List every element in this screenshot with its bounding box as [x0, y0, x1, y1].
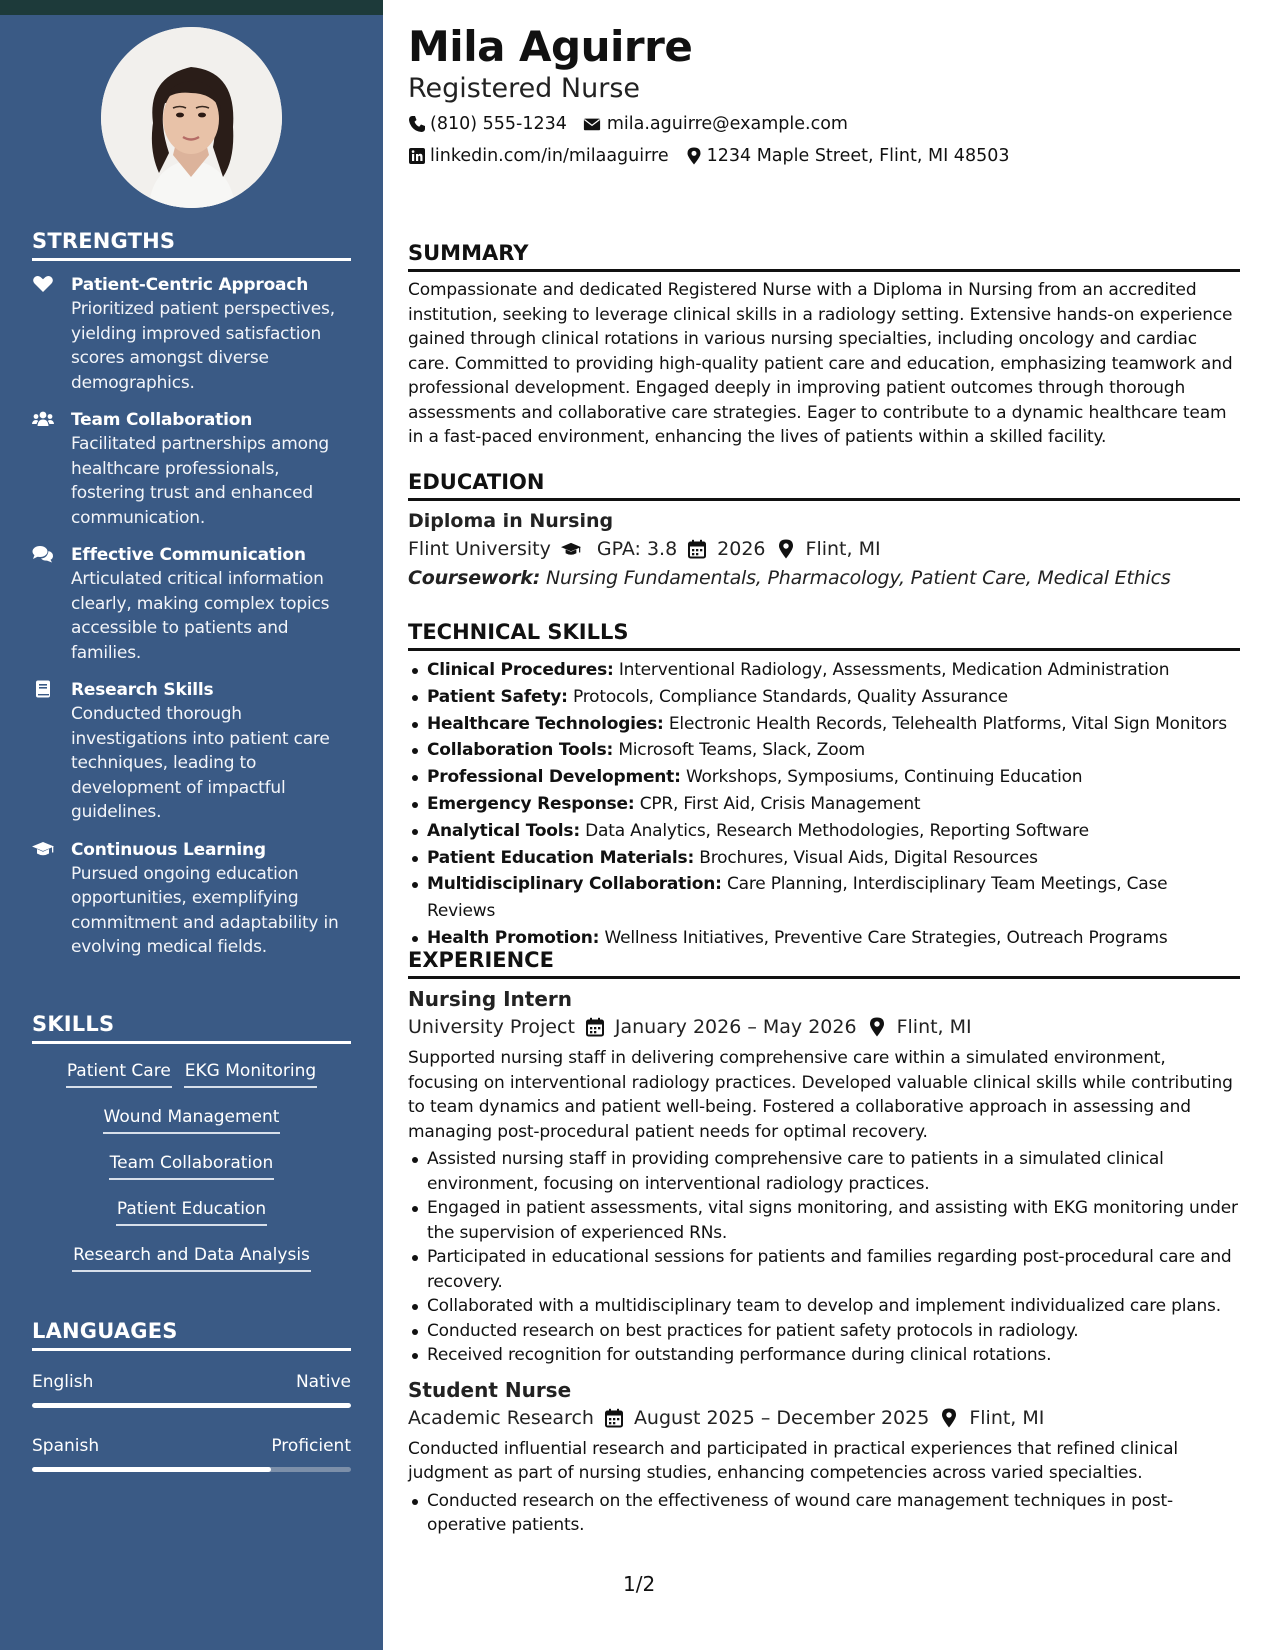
technical-skill-item: Healthcare Technologies: Electronic Health Records, Telehealth Platforms, Vital Sign Monitors [408, 711, 1240, 738]
coursework-line [408, 567, 1240, 589]
contact-row [408, 146, 1009, 166]
contact-linkedin[interactable] [408, 146, 669, 166]
language-item [32, 1370, 351, 1408]
technical-skills-list [408, 657, 1240, 952]
graduation-cap-icon [32, 840, 54, 858]
job-bullet: Assisted nursing staff in providing comprehensive care to patients in a simulated clinical environment, focusing on interventional radiology practices. [408, 1147, 1240, 1196]
job-bullets [408, 1147, 1240, 1368]
job-bullet: Conducted research on the effectiveness of wound care management techniques in post-operative patients. [408, 1489, 1240, 1538]
job-bullet: Participated in educational sessions for patients and families regarding post-procedural care and recovery. [408, 1245, 1240, 1294]
contact-phone [408, 114, 567, 134]
job-meta [408, 1016, 1240, 1038]
technical-skills-heading: TECHNICAL SKILLS [408, 620, 1240, 651]
job-location: Flint, MI [969, 1406, 1045, 1429]
job-entry [408, 987, 1240, 1368]
email-text[interactable]: mila.aguirre@example.com [606, 114, 848, 134]
technical-skill-item: Multidisciplinary Collaboration: Care Planning, Interdisciplinary Team Meetings, Case Reviews [408, 871, 1240, 925]
profile-photo [101, 27, 282, 208]
linkedin-text[interactable]: linkedin.com/in/milaaguirre [430, 146, 669, 166]
skill-tag: Team Collaboration [109, 1152, 275, 1180]
language-proficiency-fill [32, 1467, 271, 1472]
skills-heading: SKILLS [32, 1012, 351, 1044]
languages-heading: LANGUAGES [32, 1319, 351, 1351]
strength-item [32, 273, 351, 395]
phone-icon [408, 115, 426, 133]
skill-tag: Wound Management [103, 1106, 281, 1134]
language-name: Spanish [32, 1436, 100, 1456]
school-name: Flint University [408, 538, 551, 560]
address-text: 1234 Maple Street, Flint, MI 48503 [706, 146, 1010, 166]
coursework-list: Nursing Fundamentals, Pharmacology, Patient Care, Medical Ethics [545, 567, 1171, 589]
gpa-text: GPA: 3.8 [596, 538, 678, 560]
technical-skill-item: Clinical Procedures: Interventional Radiology, Assessments, Medication Administration [408, 657, 1240, 684]
sidebar-top-band [0, 0, 383, 15]
language-name: English [32, 1372, 94, 1392]
strength-item [32, 408, 351, 530]
strength-description: Pursued ongoing education opportunities, exemplifying commitment and adaptability in evolving medical fields. [71, 863, 339, 957]
comments-icon [32, 545, 54, 563]
degree-name: Diploma in Nursing [408, 510, 614, 532]
job-summary: Supported nursing staff in delivering comprehensive care within a simulated environment, focusing on interventional radiology practices. Developed valuable clinical skills while contributing to team dynamics and patient well-being. Fostered a collaborative approach in assessing and managing post-procedural patient needs for optimal recovery. [408, 1048, 1233, 1142]
technical-skill-item: Analytical Tools: Data Analytics, Research Methodologies, Reporting Software [408, 818, 1240, 845]
skill-tag: EKG Monitoring [184, 1060, 317, 1088]
job-bullet: Collaborated with a multidisciplinary team to develop and implement individualized care plans. [408, 1294, 1240, 1319]
heart-icon [32, 275, 54, 293]
book-icon [32, 680, 54, 698]
job-location: Flint, MI [896, 1016, 972, 1038]
job-dates: January 2026 – May 2026 [614, 1016, 857, 1038]
education-location: Flint, MI [805, 538, 881, 560]
summary-section [408, 241, 1240, 450]
language-proficiency-bar [32, 1403, 351, 1408]
technical-skill-item: Professional Development: Workshops, Symposiums, Continuing Education [408, 764, 1240, 791]
strength-description: Conducted thorough investigations into patient care techniques, leading to development of impactful guidelines. [71, 704, 330, 822]
contact-row [408, 114, 848, 134]
calendar-icon [687, 539, 707, 559]
calendar-icon [585, 1017, 605, 1037]
language-item [32, 1434, 351, 1472]
strength-title: Continuous Learning [71, 839, 266, 860]
job-organization: Academic Research [408, 1406, 594, 1429]
language-proficiency-fill [32, 1403, 351, 1408]
page-number: 1/2 [623, 1572, 656, 1596]
strengths-heading: STRENGTHS [32, 229, 351, 261]
location-pin-icon [685, 147, 703, 165]
education-meta [408, 538, 1240, 560]
strength-description: Articulated critical information clearly, making complex topics accessible to patients and families. [71, 569, 330, 663]
contact-email[interactable] [583, 114, 848, 134]
skills-section [32, 1012, 351, 1272]
strength-item [32, 838, 351, 960]
job-summary: Conducted influential research and participated in practical experiences that refined clinical judgment as part of nursing studies, enhancing competencies across varied specialties. [408, 1438, 1178, 1483]
phone-text: (810) 555-1234 [430, 114, 567, 134]
job-organization: University Project [408, 1016, 575, 1038]
job-title: Nursing Intern [408, 987, 573, 1011]
language-level: Proficient [271, 1436, 351, 1456]
technical-skill-item: Emergency Response: CPR, First Aid, Crisis Management [408, 791, 1240, 818]
users-icon [32, 410, 54, 428]
job-title: Student Nurse [408, 1377, 572, 1402]
education-heading: EDUCATION [408, 470, 1240, 501]
skill-tag: Patient Education [116, 1198, 267, 1226]
technical-skill-item: Patient Education Materials: Brochures, Visual Aids, Digital Resources [408, 845, 1240, 872]
strength-title: Team Collaboration [71, 410, 253, 430]
candidate-title: Registered Nurse [408, 73, 640, 104]
language-proficiency-bar [32, 1467, 351, 1472]
strength-description: Prioritized patient perspectives, yielding improved satisfaction scores amongst diverse demographics. [71, 299, 335, 393]
coursework-label: Coursework: [408, 567, 541, 589]
job-bullet: Engaged in patient assessments, vital signs monitoring, and assisting with EKG monitoring under the supervision of experienced RNs. [408, 1196, 1240, 1245]
technical-skills-section [408, 620, 1240, 952]
linkedin-icon [408, 147, 426, 165]
skill-tag: Research and Data Analysis [72, 1244, 311, 1272]
job-bullet: Received recognition for outstanding performance during clinical rotations. [408, 1343, 1240, 1368]
languages-section [32, 1319, 351, 1472]
summary-text: Compassionate and dedicated Registered Nurse with a Diploma in Nursing from an accredited institution, seeking to leverage clinical skills in a radiology setting. Extensive hands-on experience gained through clinical rotations in various nursing specialties, including oncology and cardiac care. Committed to providing high-quality patient care and education, emphasizing teamwork and professional development. Engaged deeply in improving patient outcomes through thorough assessments and collaborative care strategies. Eager to contribute to a dynamic healthcare team in a fast-paced environment, enhancing the lives of patients within a skilled facility. [408, 280, 1233, 447]
job-bullet: Conducted research on best practices for patient safety protocols in radiology. [408, 1319, 1240, 1344]
job-bullets [408, 1489, 1240, 1538]
strength-item [32, 678, 351, 825]
strength-title: Research Skills [71, 680, 214, 700]
job-dates: August 2025 – December 2025 [633, 1406, 930, 1429]
calendar-icon [604, 1408, 624, 1428]
candidate-name: Mila Aguirre [408, 22, 693, 71]
contact-address [685, 146, 1010, 166]
summary-heading: SUMMARY [408, 241, 1240, 272]
strength-item [32, 543, 351, 665]
technical-skill-item: Health Promotion: Wellness Initiatives, Preventive Care Strategies, Outreach Programs [408, 925, 1240, 952]
sidebar [0, 0, 383, 1650]
strengths-section [32, 229, 351, 960]
language-level: Native [295, 1372, 351, 1392]
technical-skill-item: Collaboration Tools: Microsoft Teams, Slack, Zoom [408, 737, 1240, 764]
location-pin-icon [776, 539, 796, 559]
job-meta [408, 1407, 1240, 1429]
strength-title: Effective Communication [71, 545, 306, 565]
envelope-icon [583, 115, 603, 133]
technical-skill-item: Patient Safety: Protocols, Compliance Standards, Quality Assurance [408, 684, 1240, 711]
experience-section [408, 948, 1240, 1538]
education-section [408, 470, 1240, 589]
graduation-cap-icon [561, 539, 587, 559]
strength-title: Patient-Centric Approach [71, 275, 309, 295]
location-pin-icon [867, 1017, 887, 1037]
skills-list [32, 1060, 351, 1272]
skill-tag: Patient Care [66, 1060, 172, 1088]
experience-heading: EXPERIENCE [408, 948, 1240, 979]
graduation-year: 2026 [717, 538, 766, 560]
strength-description: Facilitated partnerships among healthcare professionals, fostering trust and enhanced communication. [71, 434, 329, 528]
location-pin-icon [939, 1408, 959, 1428]
job-entry [408, 1378, 1240, 1538]
